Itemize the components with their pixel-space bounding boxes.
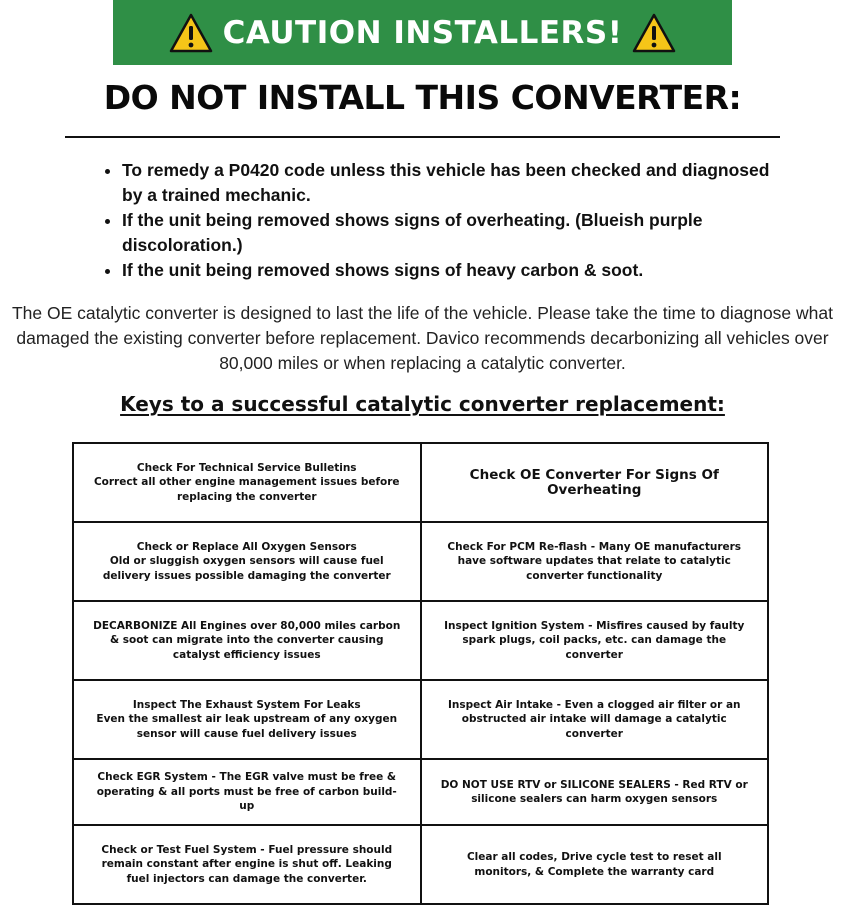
table-row [73,825,768,904]
table-cell: Inspect Ignition System - Misfires caused by faulty spark plugs, coil packs, etc. can damage the converter [421,601,769,680]
keys-table [72,442,769,905]
warning-triangle-icon [632,13,676,53]
info-paragraph: The OE catalytic converter is designed to last the life of the vehicle. Please take the time to diagnose what damaged the existing converter before replacement. Davico recommends decarbonizing all vehicles over 80,000 miles or when replacing a catalytic converter. [11,303,833,373]
table-cell: Clear all codes, Drive cycle test to reset all monitors, & Complete the warranty card [421,825,769,904]
table-cell: Check or Replace All Oxygen Sensors Old or sluggish oxygen sensors will cause fuel delivery issues possible damaging the converter [73,522,421,601]
warning-triangle-icon [169,13,213,53]
table-row [73,522,768,601]
banner-title: CAUTION INSTALLERS! [222,14,623,51]
keys-heading: Keys to a successful catalytic converter replacement: [120,392,725,416]
table-row [73,680,768,759]
table-row [73,601,768,680]
list-item: • To remedy a P0420 code unless this vehicle has been checked and diagnosed by a trained mechanic. [122,158,782,208]
table-cell: Check OE Converter For Signs Of Overheating [421,443,769,522]
warning-list [100,158,782,283]
caution-banner [113,0,732,65]
table-cell: Check EGR System - The EGR valve must be free & operating & all ports must be free of carbon build-up [73,759,421,825]
table-cell: Check or Test Fuel System - Fuel pressure should remain constant after engine is shut off. Leaking fuel injectors can damage the converter. [73,825,421,904]
list-item: • If the unit being removed shows signs of overheating. (Blueish purple discoloration.) [122,208,782,258]
table-cell: DO NOT USE RTV or SILICONE SEALERS - Red RTV or silicone sealers can harm oxygen sensors [421,759,769,825]
divider [65,136,780,138]
table-row [73,443,768,522]
table-row [73,759,768,825]
table-cell: DECARBONIZE All Engines over 80,000 miles carbon & soot can migrate into the converter causing catalyst efficiency issues [73,601,421,680]
table-cell: Inspect Air Intake - Even a clogged air filter or an obstructed air intake will damage a catalytic converter [421,680,769,759]
table-cell: Check For PCM Re-flash - Many OE manufacturers have software updates that relate to catalytic converter functionality [421,522,769,601]
headline: DO NOT INSTALL THIS CONVERTER: [103,78,742,117]
list-item: • If the unit being removed shows signs of heavy carbon & soot. [122,258,782,283]
table-cell: Check For Technical Service Bulletins Correct all other engine management issues before replacing the converter [73,443,421,522]
table-cell: Inspect The Exhaust System For Leaks Even the smallest air leak upstream of any oxygen sensor will cause fuel delivery issues [73,680,421,759]
